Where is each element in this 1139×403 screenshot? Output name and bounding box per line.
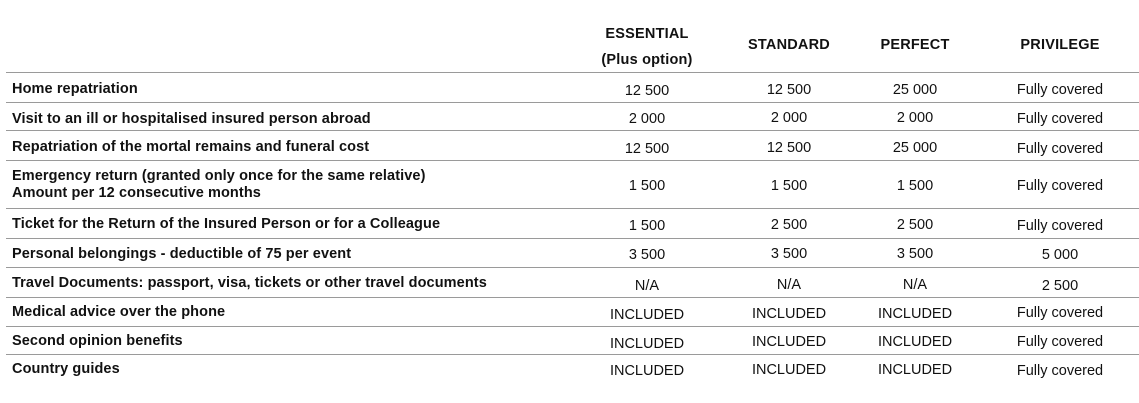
cell-standard: 3 500 — [770, 246, 808, 262]
cell-privilege: Fully covered — [1016, 111, 1104, 127]
cell-privilege: Fully covered — [1016, 305, 1104, 321]
row-label — [12, 216, 440, 233]
cell-standard: 1 500 — [770, 178, 808, 194]
table-row — [6, 326, 1139, 355]
column-header-sublabel: (Plus option) — [601, 52, 693, 68]
cell-perfect: 3 500 — [896, 246, 934, 262]
cell-standard: 12 500 — [766, 140, 812, 156]
row-label — [12, 304, 225, 321]
column-header-privilege — [985, 37, 1135, 53]
cell-essential: 12 500 — [624, 83, 670, 99]
cell-essential: 2 000 — [628, 111, 666, 127]
cell-perfect: INCLUDED — [877, 334, 953, 350]
cell-essential: 1 500 — [628, 218, 666, 234]
table-row — [6, 267, 1139, 298]
row-label-line: Medical advice over the phone — [12, 304, 226, 320]
cell-perfect: 25 000 — [892, 82, 938, 98]
cell-essential: 1 500 — [628, 178, 666, 194]
cell-standard: 2 000 — [770, 110, 808, 126]
cell-essential: 12 500 — [624, 141, 670, 157]
row-label — [12, 361, 120, 378]
row-label-line: Second opinion benefits — [12, 333, 183, 349]
cell-privilege: Fully covered — [1016, 178, 1104, 194]
table-row — [6, 297, 1139, 327]
cell-perfect: 25 000 — [892, 140, 938, 156]
row-label-line: Travel Documents: passport, visa, tickets or other travel documents — [12, 275, 487, 291]
table-row — [6, 208, 1139, 239]
row-label-line: Repatriation of the mortal remains and funeral cost — [12, 139, 370, 155]
cell-essential: INCLUDED — [609, 307, 685, 323]
cell-perfect: 1 500 — [896, 178, 934, 194]
table-row — [6, 238, 1139, 268]
cell-privilege: Fully covered — [1016, 363, 1104, 379]
cell-standard: INCLUDED — [751, 334, 827, 350]
table-row — [6, 102, 1139, 131]
row-label-line: Home repatriation — [12, 81, 138, 97]
cell-standard: INCLUDED — [751, 362, 827, 378]
row-label-line: Ticket for the Return of the Insured Person or for a Colleague — [12, 216, 441, 232]
row-label — [12, 81, 138, 98]
table-row — [6, 354, 1139, 385]
row-label-line: Visit to an ill or hospitalised insured person abroad — [12, 111, 371, 127]
cell-privilege: 2 500 — [1041, 278, 1079, 294]
row-label — [12, 111, 371, 128]
cell-standard: N/A — [776, 277, 802, 293]
row-label-line: Personal belongings - deductible of 75 per event — [12, 246, 352, 262]
cell-perfect: N/A — [902, 277, 928, 293]
column-header-standard — [724, 37, 854, 53]
row-label-line: Amount per 12 consecutive months — [12, 185, 261, 201]
row-label — [12, 168, 426, 202]
row-label — [12, 246, 351, 263]
cell-perfect: INCLUDED — [877, 362, 953, 378]
cell-privilege: Fully covered — [1016, 141, 1104, 157]
cell-privilege: Fully covered — [1016, 218, 1104, 234]
row-label — [12, 275, 487, 292]
table-row — [6, 160, 1139, 209]
column-header-label: ESSENTIAL — [605, 26, 689, 42]
table-row — [6, 130, 1139, 161]
row-label — [12, 333, 183, 350]
cell-privilege: Fully covered — [1016, 334, 1104, 350]
cell-essential: INCLUDED — [609, 363, 685, 379]
cell-privilege: 5 000 — [1041, 247, 1079, 263]
cell-standard: 2 500 — [770, 217, 808, 233]
row-label-line: Country guides — [12, 361, 120, 377]
cell-essential: INCLUDED — [609, 336, 685, 352]
cell-standard: INCLUDED — [751, 306, 827, 322]
column-header-perfect — [850, 37, 980, 53]
column-header-essential — [582, 26, 712, 68]
cell-perfect: 2 500 — [896, 217, 934, 233]
column-header-label: STANDARD — [748, 37, 830, 53]
column-header-label: PERFECT — [880, 37, 950, 53]
row-label — [12, 139, 369, 156]
row-label-line: Emergency return (granted only once for the same relative) — [12, 168, 426, 184]
cell-privilege: Fully covered — [1016, 82, 1104, 98]
cell-essential: 3 500 — [628, 247, 666, 263]
cell-standard: 12 500 — [766, 82, 812, 98]
table-row — [6, 72, 1139, 103]
cell-perfect: INCLUDED — [877, 306, 953, 322]
cell-perfect: 2 000 — [896, 110, 934, 126]
column-header-label: PRIVILEGE — [1020, 37, 1100, 53]
cell-essential: N/A — [634, 278, 660, 294]
